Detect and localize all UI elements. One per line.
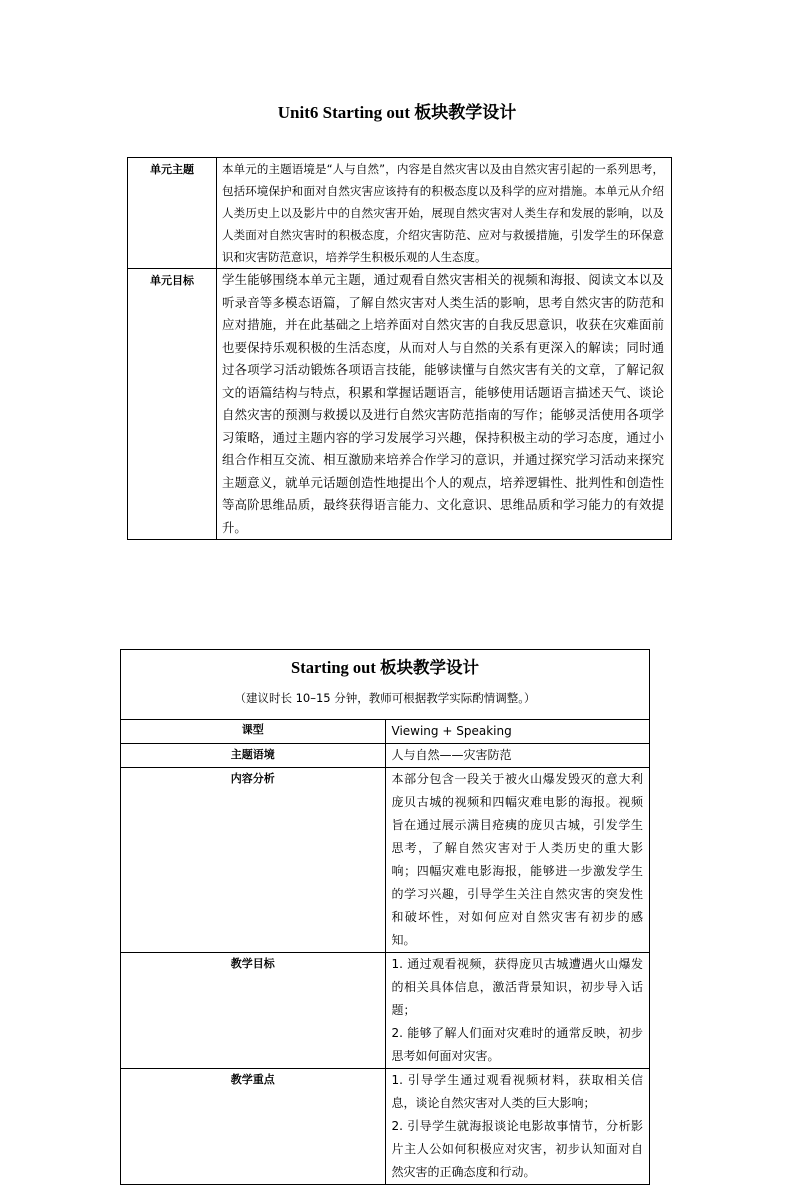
lesson-type-value: Viewing + Speaking bbox=[385, 720, 650, 744]
list-item: 1. 通过观看视频，获得庞贝古城遭遇火山爆发的相关具体信息，激活背景知识，初步导入话题； bbox=[391, 957, 643, 1017]
lesson-header-cell bbox=[121, 650, 650, 720]
list-item: 2. 能够了解人们面对灾难时的通常反映，初步思考如何面对灾害。 bbox=[391, 1026, 643, 1063]
content-analysis-label: 内容分析 bbox=[121, 768, 386, 953]
unit-goal-text: 学生能够围绕本单元主题，通过观看自然灾害相关的视频和海报、阅读文本以及听录音等多模态语篇，了解自然灾害对人类生活的影响，思考自然灾害的防范和应对措施，并在此基础之上培养面对自然灾害的自我反思意识，收获在灾难面前也要保持乐观积极的生活态度，从而对人与自然的关系有更深入的解读；同时通过各项学习活动锻炼各项语言技能，能够读懂与自然灾害有关的文章，了解记叙文的语篇结构与特点，积累和掌握话题语言，能够使用话题语言描述天气、谈论自然灾害的预测与救援以及进行自然灾害防范指南的写作；能够灵活使用各项学习策略，通过主题内容的学习发展学习兴趣，保持积极主动的学习态度，通过小组合作相互交流、相互激励来培养合作学习的意识，并通过探究学习活动来探究主题意义，就单元话题创造性地提出个人的观点，培养逻辑性、批判性和创造性等高阶思维品质，最终获得语言能力、文化意识、思维品质和学习能力的有效提升。 bbox=[217, 269, 672, 540]
teaching-focus-label: 教学重点 bbox=[121, 1069, 386, 1185]
table-row bbox=[128, 269, 672, 540]
unit-goal-label: 单元目标 bbox=[128, 269, 217, 540]
content-analysis-value: 本部分包含一段关于被火山爆发毁灭的意大利庞贝古城的视频和四幅灾难电影的海报。视频旨在通过展示满目疮痍的庞贝古城，引发学生思考，了解自然灾害对于人类历史的重大影响；四幅灾难电影海报，能够进一步激发学生的学习兴趣，引导学生关注自然灾害的突发性和破坏性，对如何应对自然灾害有初步的感知。 bbox=[385, 768, 650, 953]
list-item: 2. 引导学生就海报谈论电影故事情节，分析影片主人公如何积极应对灾害，初步认知面对自然灾害的正确态度和行动。 bbox=[391, 1119, 643, 1179]
unit-theme-label: 单元主题 bbox=[128, 158, 217, 269]
lesson-duration-note: （建议时长 10–15 分钟，教师可根据教学实际酌情调整。） bbox=[234, 691, 536, 705]
lesson-title: Starting out 板块教学设计 bbox=[291, 658, 479, 677]
lesson-type-label: 课型 bbox=[121, 720, 386, 744]
unit-theme-text: 本单元的主题语境是“人与自然”，内容是自然灾害以及由自然灾害引起的一系列思考，包括环境保护和面对自然灾害应该持有的积极态度以及科学的应对措施。本单元从介绍人类历史上以及影片中的自然灾害开始，展现自然灾害对人类生存和发展的影响，以及人类面对自然灾害时的积极态度，介绍灾害防范、应对与救援措施，引发学生的环保意识和灾害防范意识，培养学生积极乐观的人生态度。 bbox=[217, 158, 672, 269]
table-row bbox=[121, 768, 650, 953]
document-title: Unit6 Starting out 板块教学设计 bbox=[277, 103, 517, 122]
teaching-focus-value bbox=[385, 1069, 650, 1185]
table-row bbox=[121, 744, 650, 768]
theme-context-label: 主题语境 bbox=[121, 744, 386, 768]
list-item: 1. 引导学生通过观看视频材料，获取相关信息，谈论自然灾害对人类的巨大影响； bbox=[391, 1073, 643, 1110]
table-header-row bbox=[121, 650, 650, 720]
teaching-goals-label: 教学目标 bbox=[121, 953, 386, 1069]
unit-overview-table bbox=[127, 157, 672, 540]
table-row bbox=[128, 158, 672, 269]
theme-context-value: 人与自然——灾害防范 bbox=[385, 744, 650, 768]
table-row bbox=[121, 953, 650, 1069]
lesson-design-table bbox=[120, 649, 650, 1185]
teaching-goals-value bbox=[385, 953, 650, 1069]
table-row bbox=[121, 1069, 650, 1185]
table-row bbox=[121, 720, 650, 744]
